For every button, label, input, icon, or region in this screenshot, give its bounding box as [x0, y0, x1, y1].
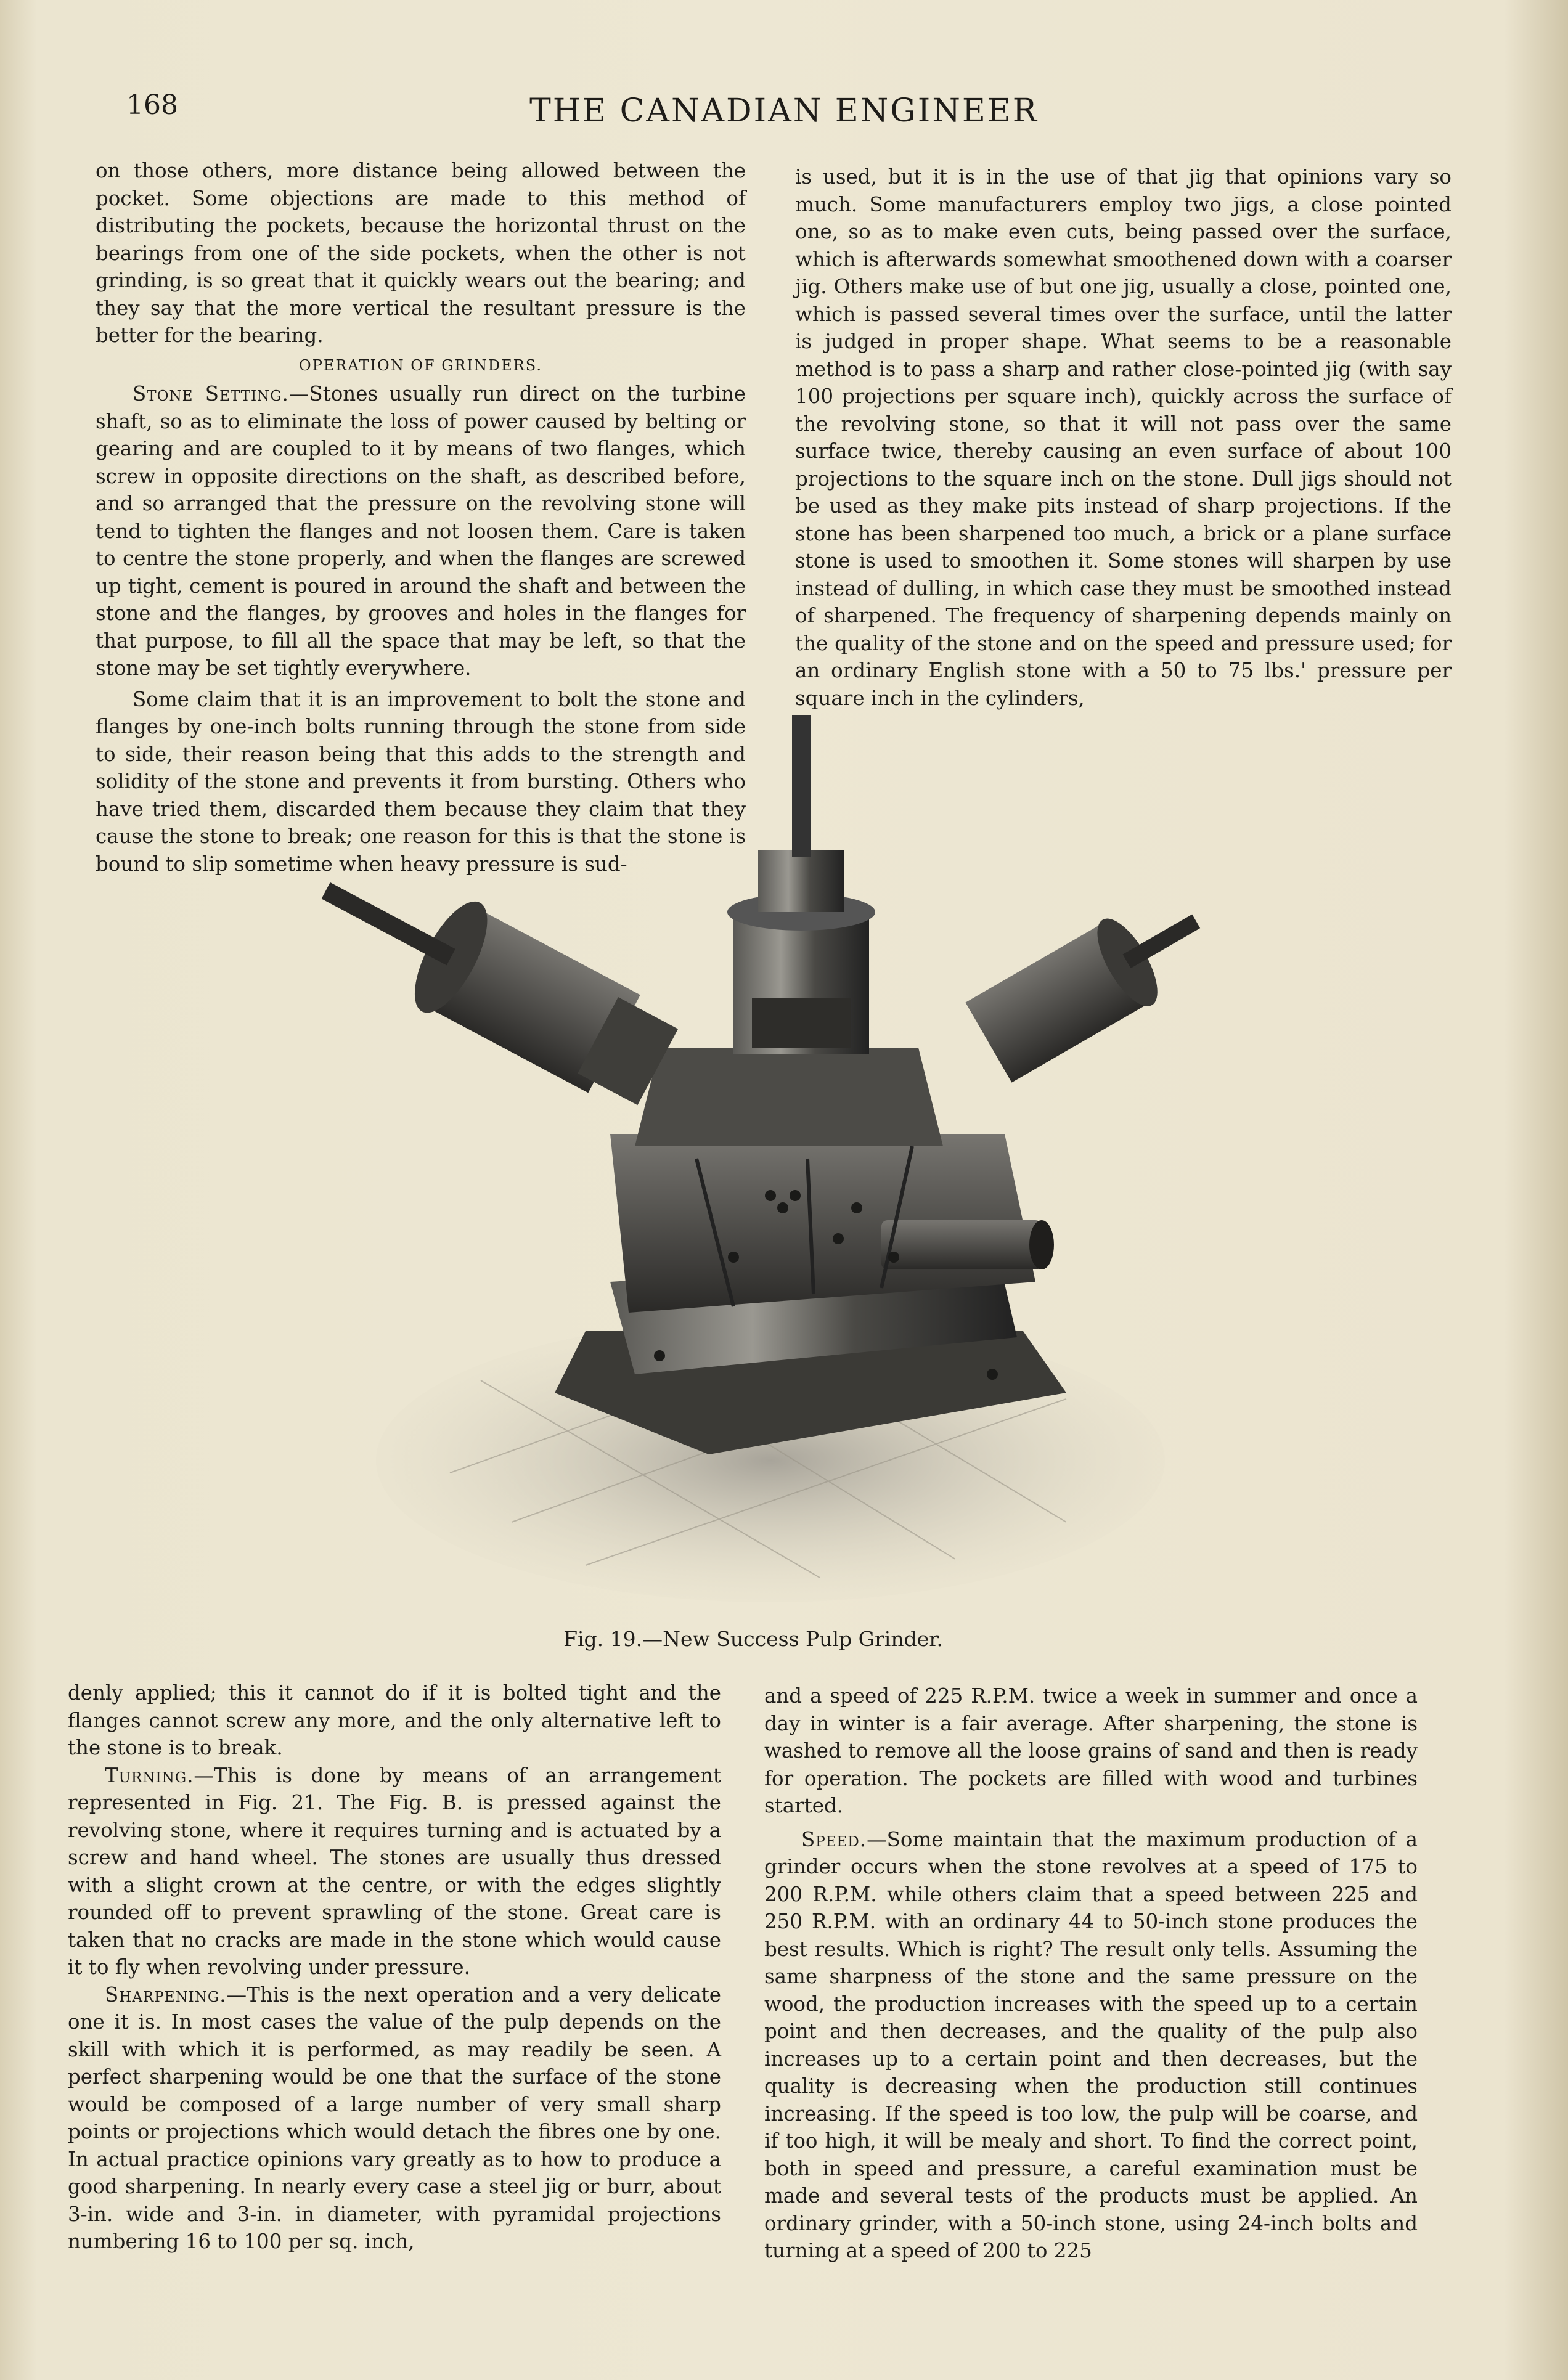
column-top-right — [795, 163, 1452, 712]
running-head: THE CANADIAN ENGINEER — [529, 92, 1039, 129]
run-in-heading: Speed. — [801, 1827, 867, 1851]
page-number: 168 — [126, 89, 178, 121]
paragraph-text: —This is done by means of an arrangement represented in Fig. 21. The Fig. B. is pressed against the revolving stone, where it requires turning and is actuated by a screw and hand wheel. The stones are usually thus dressed with a slight crown at the centre, or with the edges slightly rounded off to prevent sprawling of the stone. Great care is taken that no cracks are made in the stone which would cause it to fly when revolving under pressure. — [68, 1763, 721, 1979]
run-in-heading: Turning. — [105, 1763, 194, 1787]
paragraph: denly applied; this it cannot do if it is bolted tight and the flanges cannot screw any more, and the only alternative left to the stone is to break. — [68, 1681, 721, 1759]
paragraph: Some claim that it is an improvement to bolt the stone and flanges by one-inch bolts running through the stone from side to side, their reason being that this adds to the strength and solidity of the stone and prevents it from bursting. Others who have tried them, discarded them because they claim that they cause the stone to break; one reason for this is that the stone is bound to slip sometime when heavy pressure is sud- — [96, 687, 746, 876]
paragraph — [68, 1981, 721, 2256]
column-bottom-right — [764, 1682, 1418, 2265]
paragraph: and a speed of 225 R.P.M. twice a week in summer and once a day in winter is a fair average. After sharpening, the stone is washed to remove all the loose grains of sand and then is ready for operation. The pockets are filled with wood and turbines started. — [764, 1684, 1418, 1817]
section-heading: OPERATION OF GRINDERS. — [299, 356, 542, 374]
pulp-grinder-illustration — [265, 703, 1264, 1608]
paragraph — [96, 380, 746, 682]
paragraph — [764, 1826, 1418, 2265]
paragraph: is used, but it is in the use of that jig that opinions vary so much. Some manufacturers employ two jigs, a close pointed one, so as to make even cuts, being passed over the surface, which is afterwards somewhat smoothened down with a coarser jig. Others make use of but one jig, usually a close, pointed one, which is passed several times over the surface, until the latter is judged in proper shape. What seems to be a reasonable method is to pass a sharp and rather close-pointed jig (with say 100 projections per square inch), quickly across the surface of the revolving stone, so that it will not pass over the same surface twice, thereby causing an even surface of about 100 projections to the square inch on the stone. Dull jigs should not be used as they make pits instead of sharp projections. If the stone has been sharpened too much, a brick or a plane surface stone is used to smoothen it. Some stones will sharpen by use instead of dulling, in which case they must be smoothed instead of sharpened. The frequency of sharpening depends mainly on the quality of the stone and on the speed and pressure used; for an ordinary English stone with a 50 to 75 lbs.' pressure per square inch in the cylinders, — [795, 165, 1452, 710]
figure-caption: Fig. 19.—New Success Pulp Grinder. — [563, 1627, 943, 1651]
run-in-heading: Sharpening. — [105, 1983, 227, 2007]
paragraph-text: —Stones usually run direct on the turbine shaft, so as to eliminate the loss of power caused by belting or gearing and are coupled to it by means of two flanges, which screw in opposite directions on the shaft, as described before, and so arranged that the pressure on the revolving stone will tend to tighten the flanges and not loosen them. Care is taken to centre the stone properly, and when the flanges are screwed up tight, cement is poured in around the shaft and between the stone and the flanges, by grooves and holes in the flanges for that purpose, to fill all the space that may be left, so that the stone may be set tightly everywhere. — [96, 382, 746, 680]
paragraph-text: —Some maintain that the maximum production of a grinder occurs when the stone revolves at a speed of 175 to 200 R.P.M. while others claim that a speed between 225 and 250 R.P.M. with an ordinary 44 to 50-inch stone produces the best results. Which is right? The result only tells. Assuming the same sharpness of the stone and the same pressure on the wood, the production increases with the speed up to a certain point and then decreases, and the quality of the pulp also increases up to a certain point and then decreases, but the quality is decreasing when the production still continues increasing. If the speed is too low, the pulp will be coarse, and if too high, it will be mealy and short. To find the correct point, both in speed and pressure, a careful examination must be made and several tests of the products must be applied. An ordinary grinder, with a 50-inch stone, using 24-inch bolts and turning at a speed of 200 to 225 — [764, 1827, 1418, 2262]
paragraph — [68, 1762, 721, 1981]
paragraph-text: —This is the next operation and a very delicate one it is. In most cases the value of the pulp depends on the skill with which it is performed, as may readily be seen. A perfect sharpening would be one that the surface of the stone would be composed of a large number of very small sharp points or projections which would detach the fibres one by one. In actual practice opinions vary greatly as to how to produce a good sharpening. In nearly every case a steel jig or burr, about 3-in. wide and 3-in. in diameter, with pyramidal projections numbering 16 to 100 per sq. inch, — [68, 1983, 721, 2253]
column-bottom-left — [68, 1679, 721, 2256]
paragraph: on those others, more distance being allowed between the pocket. Some objections are made to this method of distributing the pockets, because the horizontal thrust on the bearings from one of the side pockets, when the other is not grinding, is so great that it quickly wears out the bearing; and they say that the more vertical the resultant pressure is the better for the bearing. — [96, 159, 746, 347]
run-in-heading: Stone Setting. — [133, 382, 289, 405]
